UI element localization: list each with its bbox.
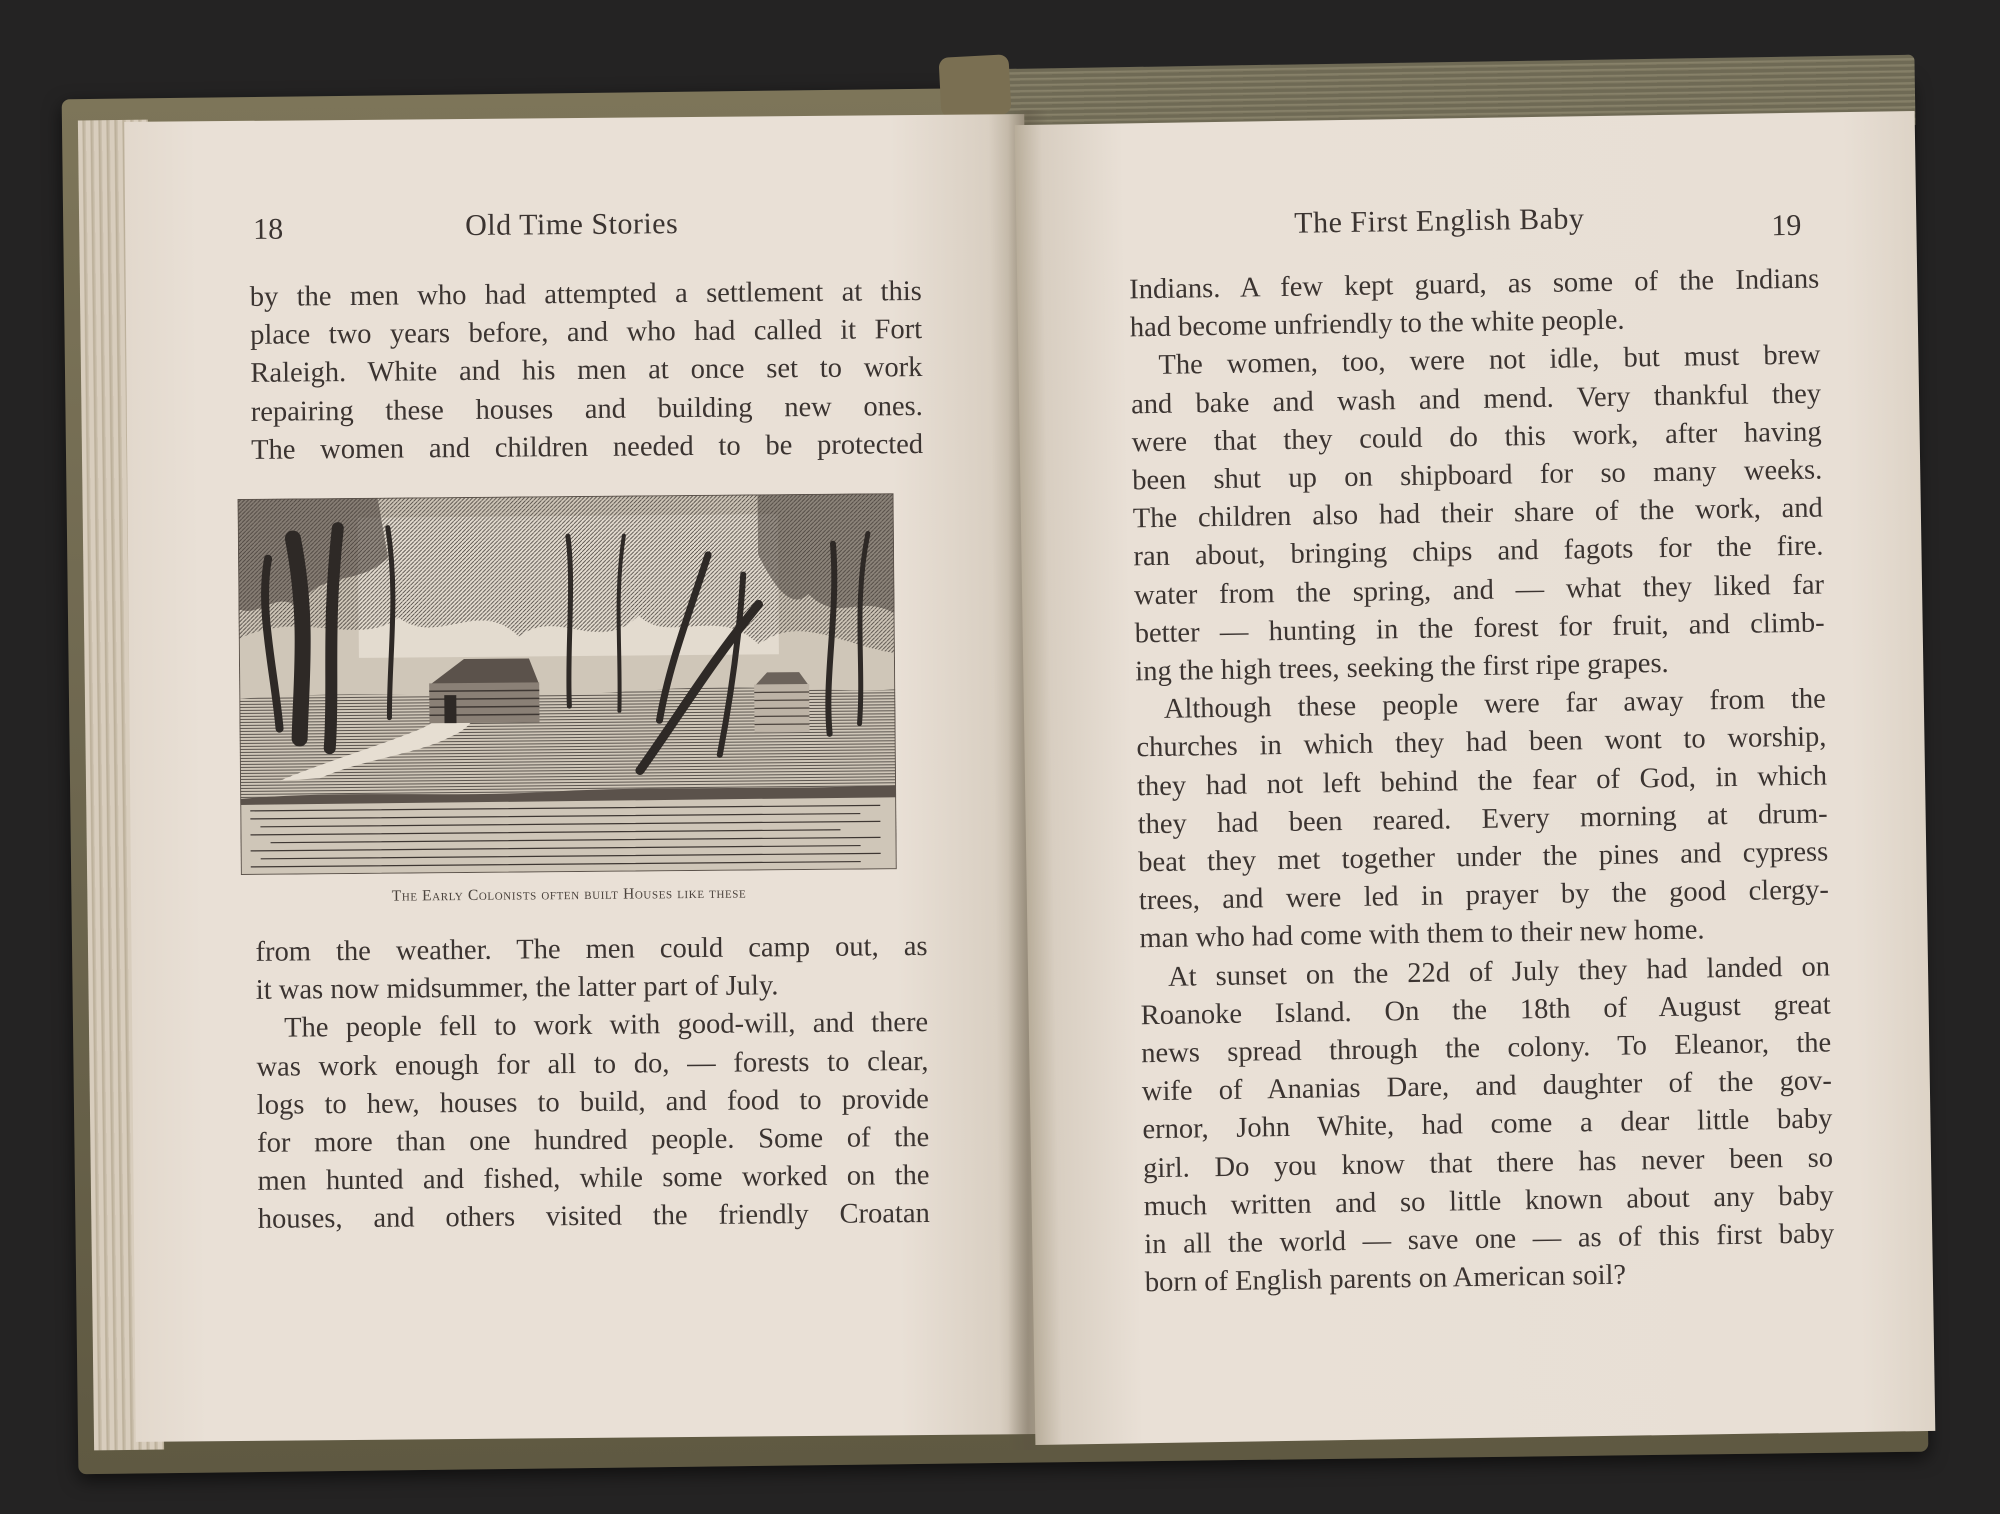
text-line: The women, too, were not idle, but must brew [1158, 339, 1821, 382]
cabin-right [754, 672, 810, 732]
text-line: Roanoke Island. On the 18th of August great [1140, 989, 1831, 1032]
text-line: The people fell to work with good-will, and there [284, 1007, 929, 1044]
caption-text: The Early Colonists often built Houses like these [391, 884, 747, 905]
text-line: girl. Do you know that there has never been so [1142, 1142, 1834, 1184]
text-line: The children also had their share of the work, and [1132, 492, 1824, 535]
right-running-head: The First English Baby [1294, 202, 1585, 240]
text-line: place two years before, and who had called it Fort [249, 314, 923, 352]
text-line: ernor, John White, had come a dear little baby [1142, 1103, 1833, 1146]
text-line: water from the spring, and — what they liked far [1133, 569, 1825, 611]
text-line: much written and so little known about any baby [1143, 1180, 1834, 1223]
text-line: by the men who had attempted a settlement at this [249, 275, 922, 313]
left-bottom-text [255, 928, 930, 1239]
book-spine [938, 54, 1011, 118]
text-line: been shut up on shipboard for so many weeks. [1132, 454, 1823, 497]
text-line: wife of Ananias Dare, and daughter of the gov- [1141, 1065, 1833, 1108]
right-page-number: 19 [1771, 208, 1802, 243]
text-line: Indians. A few kept guard, as some of the Indians [1129, 263, 1820, 306]
text-line: ran about, bringing chips and fagots for the fire. [1133, 530, 1824, 573]
text-line: men hunted and fished, while some worked on the [257, 1160, 930, 1198]
text-line: repairing these houses and building new ones. [250, 390, 923, 428]
text-line: news spread through the colony. To Eleanor, the [1141, 1027, 1832, 1070]
text-line: At sunset on the 22d of July they had landed on [1167, 951, 1831, 993]
text-line: beat they met together under the pines and cypress [1138, 836, 1829, 879]
left-page-number: 18 [253, 212, 284, 246]
text-line: for more than one hundred people. Some of the [257, 1121, 930, 1159]
engraving-image [238, 493, 897, 875]
text-line: were that they could do this work, after having [1131, 416, 1822, 459]
text-line: and bake and wash and mend. Very thankful they [1130, 378, 1822, 420]
text-line: they had not left behind the fear of God, in which [1136, 760, 1828, 802]
left-top-text [250, 273, 924, 470]
text-line: Raleigh. White and his men at once set to work [250, 352, 923, 390]
text-line: man who had come with them to their new home. [1139, 914, 1705, 955]
text-line: trees, and were led in prayer by the good clergy- [1138, 874, 1830, 917]
text-line: logs to hew, houses to build, and food to provide [256, 1083, 929, 1121]
text-line: was work enough for all to do, — forests to clear, [256, 1045, 929, 1083]
right-page [1015, 111, 1936, 1445]
text-line: houses, and others visited the friendly Croatan [257, 1198, 930, 1236]
text-line: better — hunting in the forest for fruit, and climb- [1134, 607, 1825, 650]
text-line: they had been reared. Every morning at drum- [1137, 798, 1828, 841]
text-line: born of English parents on American soil? [1144, 1259, 1627, 1299]
text-line: ing the high trees, seeking the first ripe grapes. [1135, 647, 1669, 688]
engraving-illustration [238, 493, 897, 875]
left-page [124, 114, 1035, 1442]
text-line: The women and children needed to be protected [250, 428, 924, 466]
right-text [1129, 261, 1835, 1303]
text-line: from the weather. The men could camp out, as [255, 930, 928, 968]
figure-caption [241, 883, 897, 907]
text-line: in all the world — save one — as of this first baby [1144, 1218, 1835, 1261]
text-line: it was now midsummer, the latter part of July. [255, 970, 779, 1007]
text-line: had become unfriendly to the white people. [1129, 304, 1625, 344]
text-line: churches in which they had been wont to worship, [1136, 721, 1827, 764]
left-running-head: Old Time Stories [465, 207, 679, 242]
text-line: Although these people were far away from the [1163, 683, 1827, 726]
